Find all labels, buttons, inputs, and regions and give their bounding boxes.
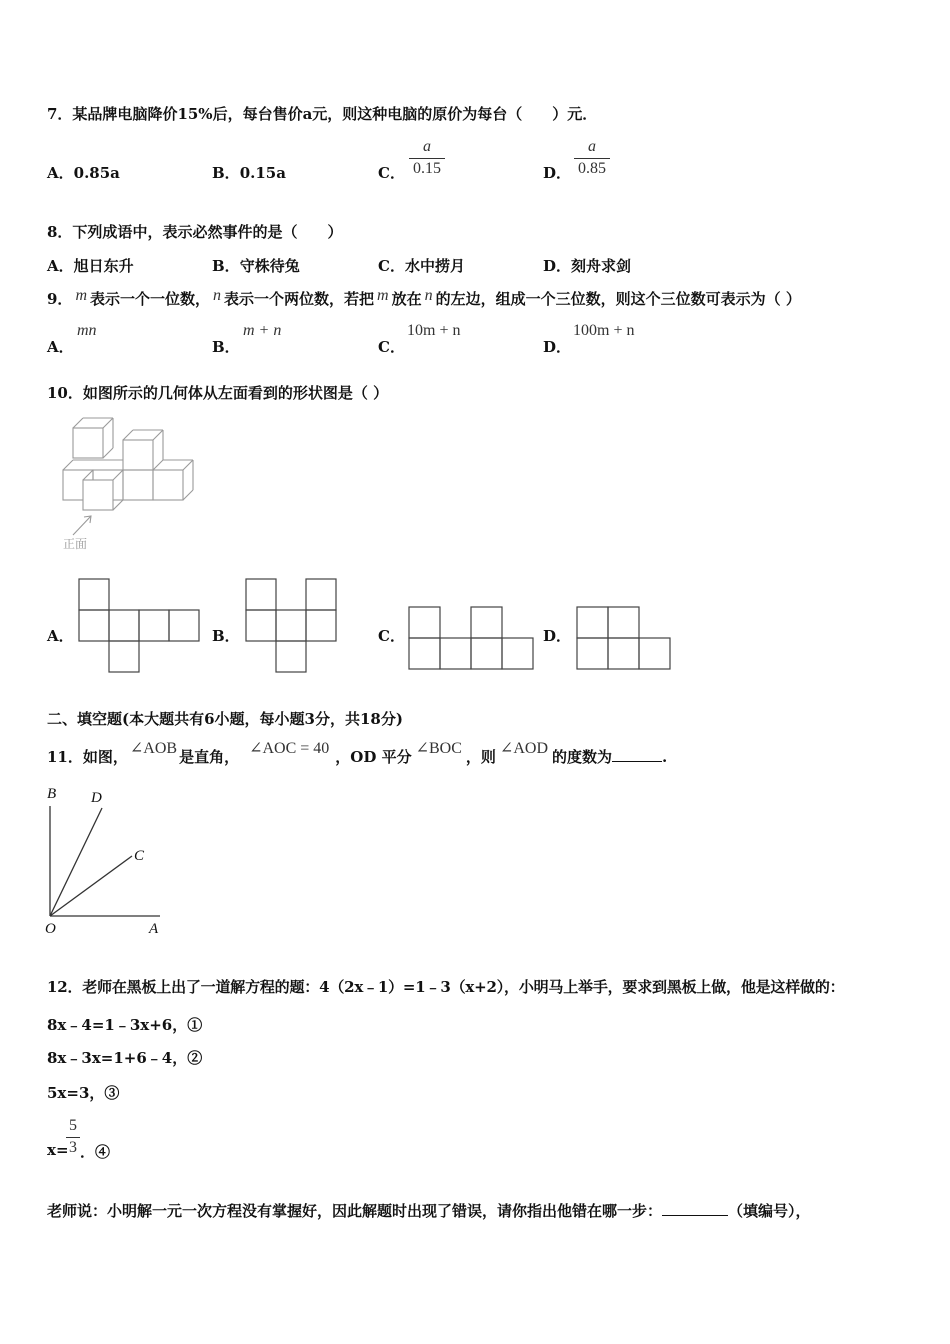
q12-teacher-comment: [47, 1200, 811, 1221]
option-label: C．: [378, 257, 405, 275]
q9-number: 9．: [47, 290, 73, 308]
q11-text-4: 的度数为: [552, 748, 613, 766]
q12-step-4-fraction: [66, 1117, 80, 1157]
q8-stem: 8．下列成语中，表示必然事件的是（ ）: [47, 223, 343, 241]
q12-step-3: 5x=3，③: [47, 1084, 120, 1102]
fraction-bar: [66, 1137, 80, 1138]
q11-text-1: 是直角，: [179, 748, 240, 766]
q11-end: .: [662, 748, 668, 766]
q12-step-1: 8x﹣4=1﹣3x+6，①: [47, 1016, 203, 1034]
option-text: 守株待兔: [239, 257, 300, 275]
q7-option-a: [47, 162, 120, 183]
q10-stem: 10．如图所示的几何体从左面看到的形状图是（ ）: [47, 384, 389, 402]
option-text: 刻舟求剑: [571, 257, 632, 275]
q9-option-d-expr: 100m + n: [573, 322, 635, 339]
option-text: 0.15a: [239, 164, 286, 182]
fraction-denominator: 0.15: [413, 160, 441, 177]
option-label: A．: [47, 164, 74, 182]
q10-option-c-label: C．: [378, 627, 405, 645]
q10-option-b-label: B．: [212, 627, 240, 645]
q7-option-b: [212, 162, 286, 183]
q9-text-3: 放在: [391, 290, 422, 308]
q11-stem: [47, 740, 668, 767]
q9-stem: [47, 288, 801, 309]
q9-option-c-label: C．: [378, 338, 405, 356]
label-o: O: [45, 921, 56, 937]
q10-option-d-view: [577, 607, 673, 671]
var-m: m: [75, 287, 87, 304]
q12-teacher-text: 老师说：小明解一元一次方程没有掌握好，因此解题时出现了错误，请你指出他错在哪一步：: [47, 1202, 663, 1220]
option-text: 水中捞月: [404, 257, 465, 275]
angle-boc: ∠BOC: [415, 740, 462, 757]
q11-answer-blank[interactable]: [612, 761, 662, 762]
q12-step-4-suffix: ．④: [80, 1143, 111, 1161]
q10-option-a-label: A．: [47, 627, 74, 645]
q9-text-1: 表示一个一位数，: [90, 290, 211, 308]
angle-aod: ∠AOD: [499, 740, 548, 757]
var-n: n: [213, 287, 222, 304]
fraction-numerator: a: [588, 138, 596, 155]
q7-option-c-fraction: [409, 138, 445, 178]
fraction-bar: [409, 158, 445, 159]
q9-option-a-expr: mn: [77, 322, 97, 339]
q8-option-c: [378, 255, 465, 276]
ray-od: [50, 808, 102, 916]
q11-text-3: ，则: [465, 748, 496, 766]
q9-option-b-expr: m + n: [243, 322, 282, 339]
q7-option-d-label: D．: [543, 164, 572, 182]
q12-teacher-end: （填编号），: [728, 1202, 811, 1220]
var-m: m: [377, 287, 389, 304]
q7-option-c-label: C．: [378, 164, 405, 182]
label-d: D: [91, 790, 102, 806]
q11-prefix: 11．如图，: [47, 748, 128, 766]
angle-aoc: ∠AOC = 40: [249, 740, 330, 757]
q8-option-d: [543, 255, 631, 276]
q8-option-a: [47, 255, 134, 276]
q10-option-c-view: [409, 607, 534, 671]
q9-text-2: 表示一个两位数，若把: [224, 290, 375, 308]
q9-option-b-label: B．: [212, 338, 240, 356]
q9-option-c-expr: 10m + n: [407, 322, 461, 339]
q10-option-b-view: [246, 579, 340, 674]
option-label: B．: [212, 164, 240, 182]
option-text: 旭日东升: [73, 257, 134, 275]
q9-option-d-label: D．: [543, 338, 572, 356]
fraction-denominator: 3: [69, 1139, 77, 1156]
q11-angle-figure: [40, 786, 170, 938]
fraction-denominator: 0.85: [578, 160, 606, 177]
q11-text-2: ，OD 平分: [335, 748, 412, 766]
q10-option-a-view: [79, 579, 201, 674]
option-text: 0.85a: [73, 164, 120, 182]
option-label: A．: [47, 257, 74, 275]
option-label: B．: [212, 257, 240, 275]
label-c: C: [134, 848, 145, 864]
q12-stem: 12．老师在黑板上出了一道解方程的题：4（2x﹣1）=1﹣3（x+2），小明马上举手，要求到黑板上做，他是这样做的：: [47, 978, 845, 996]
q10-solid-figure: [55, 410, 205, 555]
q12-step-2: 8x﹣3x=1+6﹣4，②: [47, 1049, 203, 1067]
angle-aob: ∠AOB: [129, 740, 178, 757]
q12-answer-blank[interactable]: [662, 1215, 728, 1216]
q10-figure-caption: 正面: [63, 537, 88, 551]
q7-option-d-fraction: [574, 138, 610, 178]
q12-step-4-prefix: x=: [47, 1141, 69, 1159]
fraction-bar: [574, 158, 610, 159]
fraction-numerator: a: [423, 138, 431, 155]
ray-oc: [50, 856, 132, 916]
label-b: B: [47, 786, 57, 802]
q8-option-b: [212, 255, 300, 276]
option-label: D．: [543, 257, 572, 275]
q10-option-d-label: D．: [543, 627, 572, 645]
q7-stem: 7．某品牌电脑降价15%后，每台售价a元，则这种电脑的原价为每台（ ）元．: [47, 105, 598, 123]
fraction-numerator: 5: [69, 1117, 77, 1134]
var-n: n: [424, 287, 433, 304]
label-a: A: [149, 921, 159, 937]
q9-text-4: 的左边，组成一个三位数，则这个三位数可表示为（ ）: [435, 290, 801, 308]
q9-option-a-label: A．: [47, 338, 74, 356]
section-2-heading: 二、填空题(本大题共有6小题，每小题3分，共18分): [47, 710, 403, 728]
